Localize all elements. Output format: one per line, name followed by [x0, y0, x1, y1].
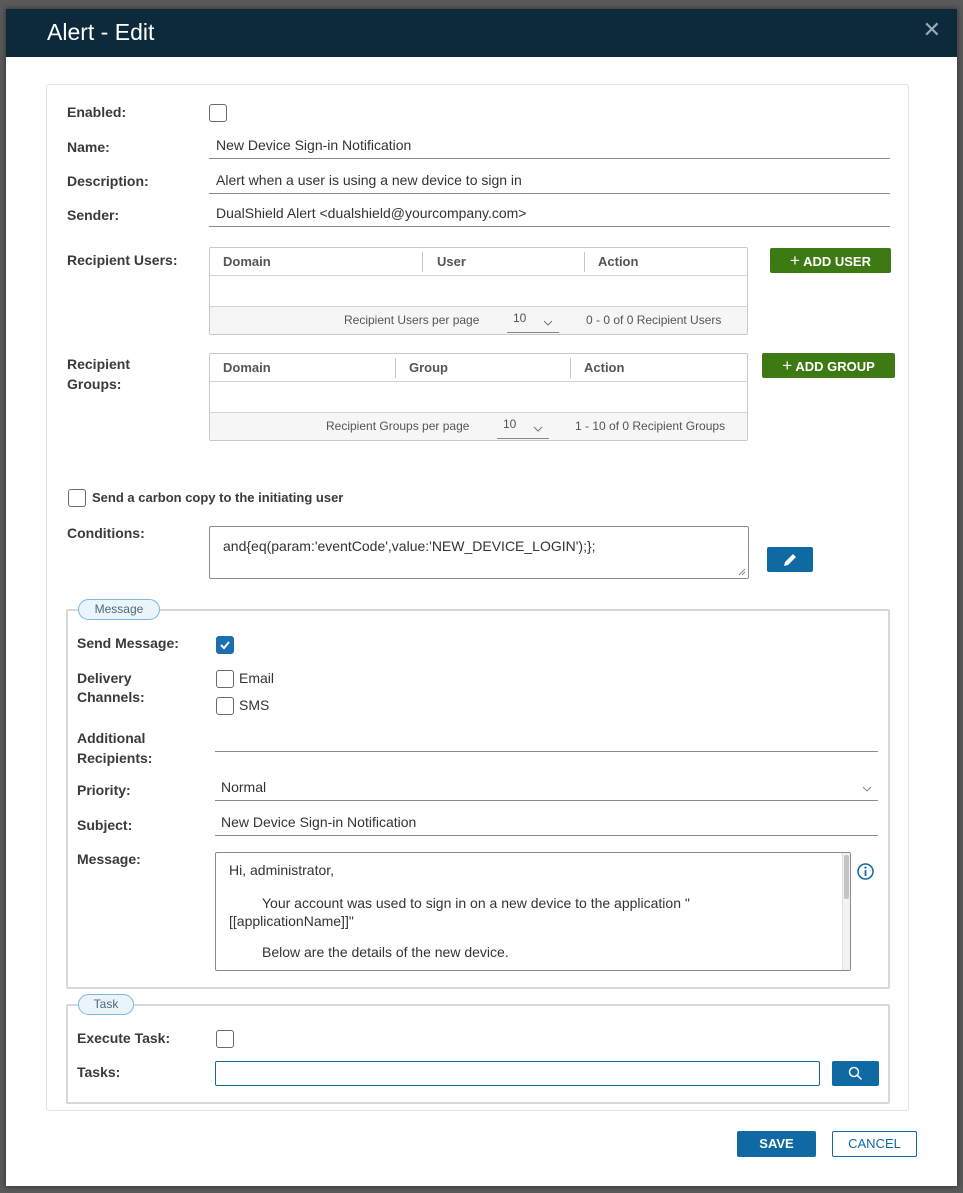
enabled-label: Enabled: — [67, 104, 127, 120]
subject-label: Subject: — [77, 817, 133, 833]
dialog-titlebar — [6, 9, 957, 57]
plus-icon: + — [790, 251, 800, 270]
sender-input[interactable]: DualShield Alert <dualshield@yourcompany.com> — [209, 203, 890, 227]
edit-conditions-button[interactable] — [767, 547, 813, 572]
message-line: Your account was used to sign in on a new device to the application " — [262, 895, 690, 911]
name-input[interactable]: New Device Sign-in Notification — [209, 135, 890, 159]
scrollbar-track[interactable] — [842, 853, 850, 970]
grid-footer — [210, 412, 747, 440]
email-checkbox[interactable] — [216, 670, 234, 688]
per-page-select[interactable] — [507, 311, 559, 333]
recipient-users-grid — [209, 247, 748, 335]
sms-label: SMS — [239, 697, 270, 713]
recipient-users-label: Recipient Users: — [67, 252, 178, 268]
name-label: Name: — [67, 139, 110, 155]
additional-recipients-label-2: Recipients: — [77, 750, 153, 766]
grid-header — [210, 248, 747, 276]
task-fieldset — [66, 1004, 890, 1104]
per-page-value: 10 — [503, 417, 517, 431]
recipient-groups-label-2: Groups: — [67, 376, 122, 392]
chevron-down-icon — [862, 786, 872, 792]
conditions-textarea[interactable] — [209, 526, 749, 579]
pencil-icon — [782, 552, 798, 568]
priority-value: Normal — [221, 779, 267, 795]
message-line: [[applicationName]]" — [229, 913, 354, 929]
priority-label: Priority: — [77, 782, 131, 798]
range-text: 0 - 0 of 0 Recipient Users — [586, 313, 722, 327]
description-label: Description: — [67, 173, 149, 189]
search-icon — [848, 1066, 863, 1081]
delivery-channels-label-1: Delivery — [77, 670, 132, 686]
message-line: Hi, administrator, — [229, 862, 335, 878]
conditions-value: and{eq(param:'eventCode',value:'NEW_DEVICE_LOGIN');}; — [223, 538, 596, 554]
search-tasks-button[interactable] — [832, 1061, 879, 1086]
message-legend: Message — [78, 599, 160, 620]
execute-task-checkbox[interactable] — [216, 1030, 234, 1048]
message-line: Below are the details of the new device. — [262, 944, 509, 960]
add-user-label: ADD USER — [803, 254, 871, 269]
tasks-label: Tasks: — [77, 1064, 121, 1080]
priority-select[interactable] — [215, 777, 878, 801]
conditions-label: Conditions: — [67, 525, 145, 541]
close-icon[interactable]: ✕ — [922, 17, 941, 42]
per-page-label: Recipient Groups per page — [326, 419, 470, 433]
column-header-action[interactable]: Action — [584, 360, 625, 375]
add-user-button[interactable] — [770, 248, 891, 273]
grid-header — [210, 354, 747, 382]
sender-label: Sender: — [67, 207, 120, 223]
add-group-label: ADD GROUP — [795, 359, 875, 374]
column-header-user[interactable]: User — [437, 254, 466, 269]
plus-icon: + — [782, 356, 793, 375]
chevron-down-icon — [543, 320, 553, 326]
carbon-copy-label: Send a carbon copy to the initiating user — [92, 490, 344, 505]
send-message-checkbox[interactable] — [216, 636, 234, 654]
task-legend: Task — [78, 994, 134, 1015]
checkmark-icon — [219, 639, 231, 651]
send-message-label: Send Message: — [77, 635, 179, 651]
subject-input[interactable]: New Device Sign-in Notification — [215, 812, 878, 836]
save-button[interactable]: SAVE — [737, 1131, 816, 1157]
additional-recipients-input[interactable] — [215, 728, 878, 752]
cancel-button[interactable]: CANCEL — [832, 1131, 917, 1157]
email-label: Email — [239, 670, 275, 686]
column-header-domain[interactable]: Domain — [223, 254, 271, 269]
dialog-title: Alert - Edit — [47, 19, 155, 45]
scrollbar-thumb[interactable] — [844, 855, 849, 899]
add-group-button[interactable] — [762, 353, 895, 378]
column-header-domain[interactable]: Domain — [223, 360, 271, 375]
column-header-action[interactable]: Action — [598, 254, 639, 269]
form-panel — [46, 84, 909, 1111]
range-text: 1 - 10 of 0 Recipient Groups — [575, 419, 726, 433]
tasks-input[interactable] — [215, 1061, 820, 1086]
per-page-value: 10 — [513, 311, 527, 325]
enabled-checkbox[interactable] — [209, 104, 227, 122]
additional-recipients-label-1: Additional — [77, 730, 146, 746]
message-label: Message: — [77, 851, 141, 867]
per-page-label: Recipient Users per page — [344, 313, 480, 327]
description-input[interactable]: Alert when a user is using a new device to sign in — [209, 170, 890, 194]
delivery-channels-label-2: Channels: — [77, 689, 145, 705]
resize-handle-icon[interactable] — [738, 568, 746, 576]
column-header-group[interactable]: Group — [409, 360, 448, 375]
execute-task-label: Execute Task: — [77, 1030, 171, 1046]
per-page-select[interactable] — [497, 417, 549, 439]
info-icon[interactable] — [857, 863, 874, 880]
carbon-copy-checkbox[interactable] — [68, 489, 86, 507]
message-textarea[interactable] — [215, 852, 851, 971]
chevron-down-icon — [533, 426, 543, 432]
alert-edit-dialog — [6, 9, 957, 1186]
grid-footer — [210, 306, 747, 334]
recipient-groups-label-1: Recipient — [67, 356, 131, 372]
recipient-groups-grid — [209, 353, 748, 441]
sms-checkbox[interactable] — [216, 697, 234, 715]
